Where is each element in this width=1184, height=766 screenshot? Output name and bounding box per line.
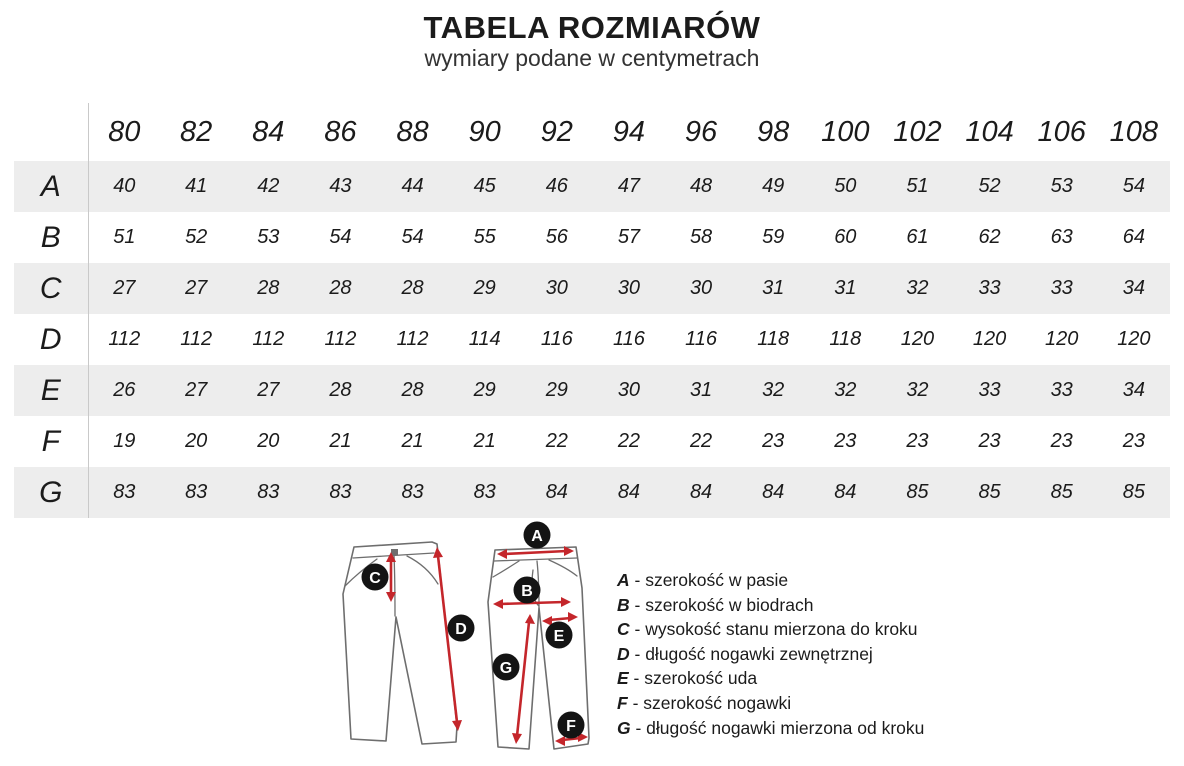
size-col-header: 88	[396, 115, 429, 148]
size-cell: 34	[1098, 263, 1170, 314]
size-col-header: 94	[612, 115, 646, 148]
header	[0, 0, 1184, 71]
size-cell: 33	[954, 263, 1026, 314]
size-cell: 33	[1026, 365, 1098, 416]
marker-g	[493, 654, 520, 681]
size-cell: 83	[304, 467, 376, 518]
legend-item-letter: B	[617, 594, 630, 615]
legend-item-letter: C	[617, 619, 630, 640]
marker-e	[546, 622, 573, 649]
size-col-header: 80	[108, 115, 141, 148]
size-cell: 43	[304, 161, 376, 212]
size-cell: 54	[1098, 161, 1170, 212]
size-col-header: 98	[757, 115, 790, 148]
size-cell: 48	[665, 161, 737, 212]
size-cell: 112	[396, 328, 429, 350]
marker-c	[362, 564, 389, 591]
size-cell: 53	[257, 226, 280, 248]
size-col-header: 86	[324, 115, 357, 148]
row-label: A	[14, 161, 88, 212]
legend-item	[617, 617, 924, 642]
legend-item-text: - szerokość uda	[628, 668, 758, 689]
size-cell: 116	[540, 328, 573, 350]
size-cell: 31	[809, 263, 881, 314]
size-cell: 28	[377, 263, 449, 314]
size-cell: 30	[665, 263, 737, 314]
corner-cell	[14, 103, 88, 161]
size-cell: 84	[521, 467, 593, 518]
size-table-body	[14, 161, 1170, 518]
size-col-header: 104	[965, 115, 1014, 148]
size-table-head	[14, 103, 1170, 161]
size-cell: 83	[160, 467, 232, 518]
size-cell: 114	[468, 328, 501, 350]
size-cell: 44	[377, 161, 449, 212]
legend-item-text: - wysokość stanu mierzona do kroku	[629, 619, 918, 640]
size-cell: 42	[232, 161, 304, 212]
row-label: F	[14, 416, 88, 467]
pants-front-diagram	[485, 520, 597, 751]
size-cell: 41	[160, 161, 232, 212]
legend-item	[617, 666, 924, 691]
size-cell: 30	[593, 365, 665, 416]
page-subtitle: wymiary podane w centymetrach	[424, 45, 760, 71]
row-label: D	[14, 314, 88, 365]
size-cell: 112	[252, 328, 285, 350]
size-cell: 50	[809, 161, 881, 212]
marker-f-letter: F	[566, 718, 576, 735]
table-row	[14, 416, 1170, 467]
marker-b-letter: B	[521, 583, 533, 600]
size-cell: 34	[1098, 365, 1170, 416]
size-cell: 20	[257, 430, 280, 452]
size-cell: 32	[881, 365, 953, 416]
size-cell: 83	[88, 467, 160, 518]
table-row	[14, 365, 1170, 416]
size-cell: 32	[737, 365, 809, 416]
size-col-header: 108	[1109, 115, 1159, 148]
legend-item-text: - długość nogawki zewnętrznej	[629, 643, 873, 664]
size-cell: 19	[113, 430, 136, 452]
size-cell: 29	[449, 365, 521, 416]
size-cell: 60	[834, 226, 857, 248]
size-cell: 27	[88, 263, 160, 314]
size-cell: 23	[834, 430, 857, 452]
marker-b	[514, 577, 541, 604]
size-cell: 28	[304, 263, 376, 314]
size-cell: 22	[545, 430, 568, 452]
size-cell: 61	[906, 226, 929, 248]
size-cell: 116	[612, 328, 645, 350]
marker-a	[524, 522, 551, 549]
size-cell: 22	[689, 430, 713, 452]
marker-f	[558, 712, 585, 739]
marker-g-letter: G	[499, 660, 513, 677]
table-row	[14, 161, 1170, 212]
size-cell: 32	[881, 263, 953, 314]
marker-c-letter: C	[369, 570, 381, 587]
size-cell: 112	[324, 328, 357, 350]
size-cell: 31	[737, 263, 809, 314]
size-cell: 51	[881, 161, 953, 212]
size-cell: 28	[304, 365, 376, 416]
size-col-header: 106	[1037, 115, 1086, 148]
size-cell: 120	[1045, 328, 1079, 350]
legend	[617, 568, 924, 740]
size-cell: 27	[160, 263, 232, 314]
size-cell: 27	[160, 365, 232, 416]
legend-item-letter: E	[617, 668, 629, 689]
size-cell: 85	[1026, 467, 1098, 518]
size-cell: 23	[1122, 430, 1145, 452]
legend-item	[617, 568, 924, 593]
table-row	[14, 263, 1170, 314]
pocket-left-line	[493, 561, 519, 577]
page-title: TABELA ROZMIARÓW	[423, 10, 761, 45]
size-cell: 120	[972, 328, 1007, 350]
size-cell: 120	[900, 328, 935, 350]
size-cell: 54	[401, 226, 424, 248]
size-cell: 120	[1117, 328, 1151, 350]
size-cell: 54	[329, 226, 352, 248]
bottom-section	[335, 518, 1184, 751]
size-cell: 23	[1050, 430, 1073, 452]
size-cell: 85	[954, 467, 1026, 518]
row-label: E	[14, 365, 88, 416]
size-cell: 118	[757, 328, 790, 350]
size-cell: 84	[737, 467, 809, 518]
size-cell: 49	[737, 161, 809, 212]
size-cell: 33	[954, 365, 1026, 416]
size-col-header: 82	[180, 115, 213, 148]
pants-back-diagram	[335, 538, 480, 749]
legend-item-letter: D	[617, 643, 630, 664]
size-cell: 84	[665, 467, 737, 518]
size-cell: 83	[377, 467, 449, 518]
size-header-row	[14, 103, 1170, 161]
size-cell: 63	[1050, 226, 1073, 248]
size-cell: 29	[449, 263, 521, 314]
pocket-right-line	[549, 560, 577, 576]
size-cell: 31	[665, 365, 737, 416]
size-col-header: 84	[252, 115, 285, 148]
row-label: C	[14, 263, 88, 314]
size-cell: 51	[113, 226, 136, 248]
size-cell: 52	[954, 161, 1026, 212]
fly-line	[394, 555, 395, 616]
size-cell: 26	[88, 365, 160, 416]
size-cell: 53	[1026, 161, 1098, 212]
size-cell: 30	[593, 263, 665, 314]
size-cell: 112	[108, 328, 141, 350]
legend-item-text: - długość nogawki mierzona od kroku	[630, 717, 925, 738]
size-cell: 62	[978, 226, 1001, 248]
size-cell: 118	[829, 328, 862, 350]
size-cell: 23	[978, 430, 1001, 452]
legend-item-text: - szerokość nogawki	[627, 692, 792, 713]
size-cell: 21	[401, 430, 424, 452]
legend-item-letter: G	[617, 717, 631, 738]
size-cell: 59	[762, 226, 785, 248]
size-cell: 33	[1026, 263, 1098, 314]
size-cell: 84	[809, 467, 881, 518]
size-cell: 23	[762, 430, 785, 452]
size-col-header: 100	[821, 115, 870, 148]
legend-item	[617, 642, 924, 667]
size-col-header: 92	[540, 115, 573, 148]
size-cell: 83	[232, 467, 304, 518]
size-cell: 64	[1122, 226, 1145, 248]
legend-item-text: - szerokość w biodrach	[629, 594, 814, 615]
size-cell: 46	[521, 161, 593, 212]
size-cell: 29	[521, 365, 593, 416]
size-cell: 32	[809, 365, 881, 416]
size-cell: 47	[593, 161, 665, 212]
table-row	[14, 212, 1170, 263]
size-cell: 21	[473, 430, 496, 452]
legend-item	[617, 691, 924, 716]
table-row	[14, 467, 1170, 518]
size-col-header: 96	[684, 115, 718, 148]
size-cell: 40	[88, 161, 160, 212]
pocket-right-line	[407, 556, 438, 584]
row-label: B	[14, 212, 88, 263]
size-cell: 58	[689, 226, 713, 248]
table-row	[14, 314, 1170, 365]
size-cell: 45	[449, 161, 521, 212]
size-cell: 22	[617, 430, 641, 452]
size-cell: 85	[881, 467, 953, 518]
size-cell: 83	[449, 467, 521, 518]
legend-item	[617, 593, 924, 618]
size-cell: 84	[593, 467, 665, 518]
marker-a-letter: A	[531, 528, 543, 545]
size-table	[14, 103, 1170, 518]
size-cell: 116	[685, 328, 717, 350]
size-cell: 27	[232, 365, 304, 416]
marker-d-letter: D	[455, 621, 467, 638]
row-label: G	[14, 467, 88, 518]
size-cell: 30	[521, 263, 593, 314]
marker-e-letter: E	[553, 628, 565, 645]
size-cell: 28	[377, 365, 449, 416]
legend-item	[617, 716, 924, 741]
size-cell: 57	[617, 226, 641, 248]
size-cell: 52	[185, 226, 208, 248]
legend-item-letter: F	[617, 692, 628, 713]
size-cell: 55	[473, 226, 496, 248]
size-col-header: 102	[893, 115, 942, 148]
size-cell: 23	[906, 430, 929, 452]
size-cell: 20	[185, 430, 208, 452]
size-cell: 112	[180, 328, 213, 350]
size-cell: 56	[545, 226, 568, 248]
legend-item-text: - szerokość w pasie	[629, 570, 789, 590]
size-cell: 28	[232, 263, 304, 314]
legend-item-letter: A	[617, 570, 630, 590]
marker-d	[448, 615, 475, 642]
size-cell: 21	[329, 430, 352, 452]
measure-g-arrow	[512, 614, 535, 744]
size-cell: 85	[1098, 467, 1170, 518]
size-col-header: 90	[468, 115, 501, 148]
